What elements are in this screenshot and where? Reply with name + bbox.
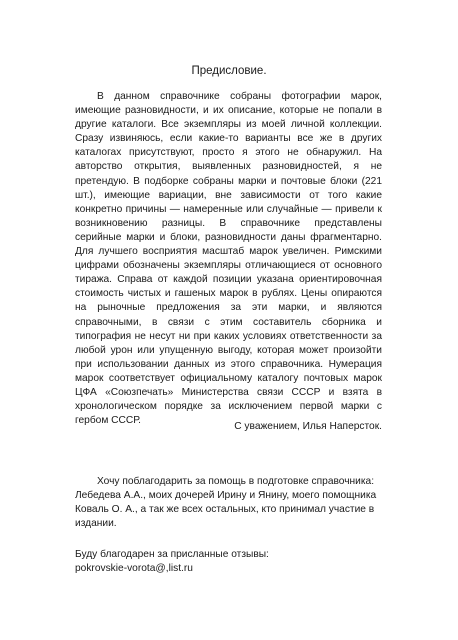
acknowledgements-lead: Хочу поблагодарить за помощь в подготовке справочника: [97,476,375,487]
acknowledgements-names: Лебедева А.А., моих дочерей Ирину и Янину, моего помощника Коваль О. А., а так же всех остальных, кто принимал участие в издании. [75,490,377,529]
preface-body: В данном справочнике собраны фотографии марок, имеющие разновидности, и их описание, которые не попали в другие каталоги. Все экземпляры из моей личной коллекции. Сразу извиняюсь, если какие-то варианты все же в других каталогах присутствуют, просто я этого не обнаружил. На авторство открытия, выявленных разновидностей, я не претендую. В подборке собраны марки и почтовые блоки (221 шт.), имеющие вариации, вне зависимости от того какие конкретно причины — намеренные или случайные — привели к возникновению разницы. В справочнике представлены серийные марки и блоки, разновидности даны фрагментарно. Для лучшего восприятия масштаб марок увеличен. Римскими цифрами обозначены экземпляры отличающиеся от основного тиража. Справа от каждой позиции указана ориентировочная стоимость чистых и гашеных марок в рублях. Цены опираются на рыночные предложения за эти марки, и являются справочными, в связи с этим составитель сборника и типография не несут ни при каких условиях ответственности за любой урон или упущенную выгоду, которая может произойти при использовании данных из этого справочника. Нумерация марок соответствует официальному каталогу почтовых марок ЦФА «Союзпечать» Министерства связи СССР и взята в хронологическом порядке за исключением первой марки с гербом СССР. [75,91,382,427]
feedback-block [75,548,395,576]
feedback-email: pokrovskie-vorota@,list.ru [75,563,193,574]
acknowledgements [75,475,395,531]
feedback-label: Буду благодарен за присланные отзывы: [75,549,269,560]
page-title: Предисловие. [191,65,267,77]
signature: С уважением, Илья Наперсток. [234,421,382,432]
